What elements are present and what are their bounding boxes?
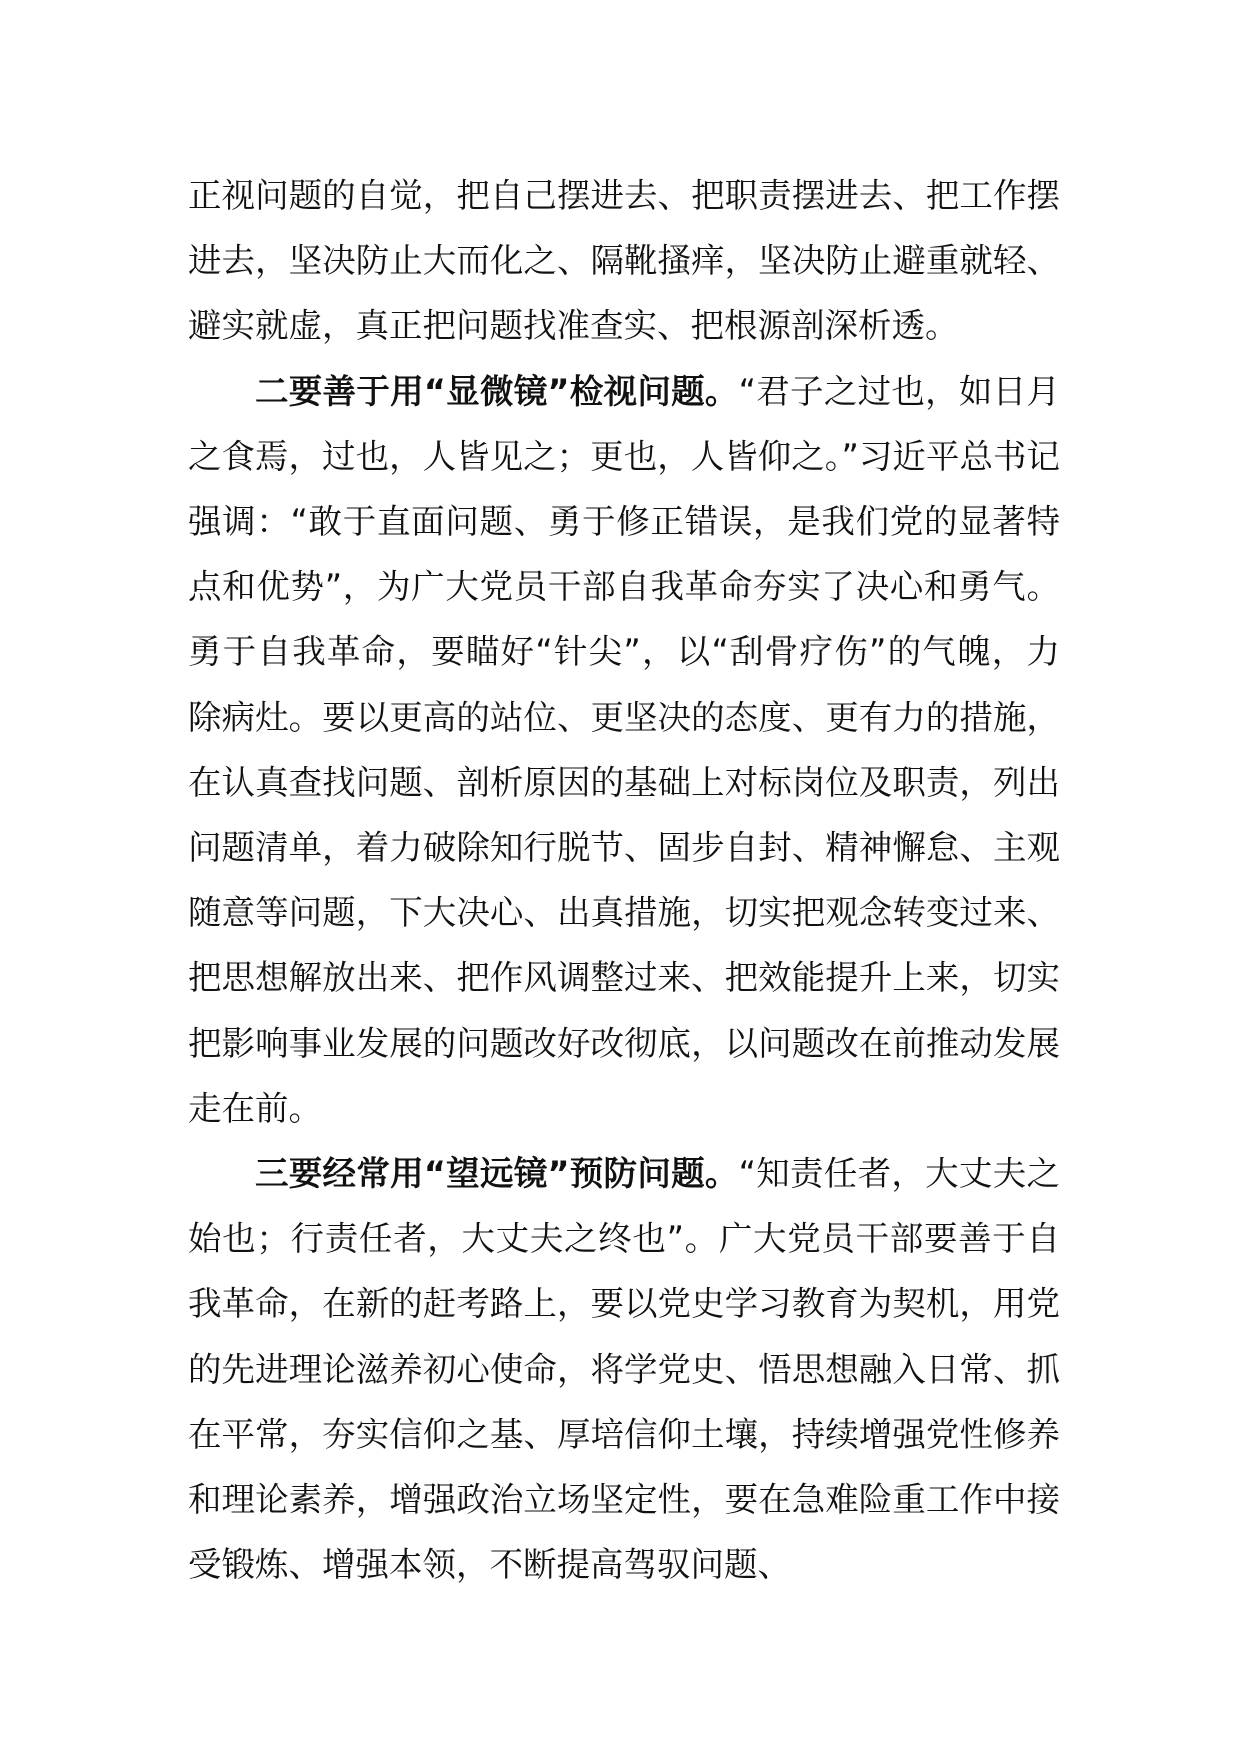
paragraph-body: “知责任者，大丈夫之始也；行责任者，大丈夫之终也”。广大党员干部要善于自我革命，在新的赶考路上，要以党史学习教育为契机，用党的先进理论滋养初心使命，将学党史、悟思想融入日常、抓在平常，夯实信仰之基、厚培信仰土壤，持续增强党性修养和理论素养，增强政治立场坚定性，要在急难险重工作中接受锻炼、增强本领，不断提高驾驭问题、 bbox=[188, 1154, 1060, 1585]
document-body bbox=[188, 163, 1060, 1597]
paragraph-body: 正视问题的自觉，把自己摆进去、把职责摆进去、把工作摆进去，坚决防止大而化之、隔靴搔痒，坚决防止避重就轻、避实就虚，真正把问题找准查实、把根源剖深析透。 bbox=[188, 176, 1060, 346]
paragraph-telescope bbox=[188, 1141, 1060, 1597]
paragraph-body: “君子之过也，如日月之食焉，过也，人皆见之；更也，人皆仰之。”习近平总书记强调：“敢于直面问题、勇于修正错误，是我们党的显著特点和优势”，为广大党员干部自我革命夯实了决心和勇气。勇于自我革命，要瞄好“针尖”，以“刮骨疗伤”的气魄，力除病灶。要以更高的站位、更坚决的态度、更有力的措施，在认真查找问题、剖析原因的基础上对标岗位及职责，列出问题清单，着力破除知行脱节、固步自封、精神懈怠、主观随意等问题，下大决心、出真措施，切实把观念转变过来、把思想解放出来、把作风调整过来、把效能提升上来，切实把影响事业发展的问题改好改彻底，以问题改在前推动发展走在前。 bbox=[188, 371, 1060, 1128]
paragraph-lead-heading: 三要经常用“望远镜”预防问题。 bbox=[255, 1154, 739, 1194]
paragraph-continuation bbox=[188, 163, 1060, 359]
paragraph-lead-heading: 二要善于用“显微镜”检视问题。 bbox=[255, 371, 739, 411]
paragraph-microscope bbox=[188, 359, 1060, 1141]
